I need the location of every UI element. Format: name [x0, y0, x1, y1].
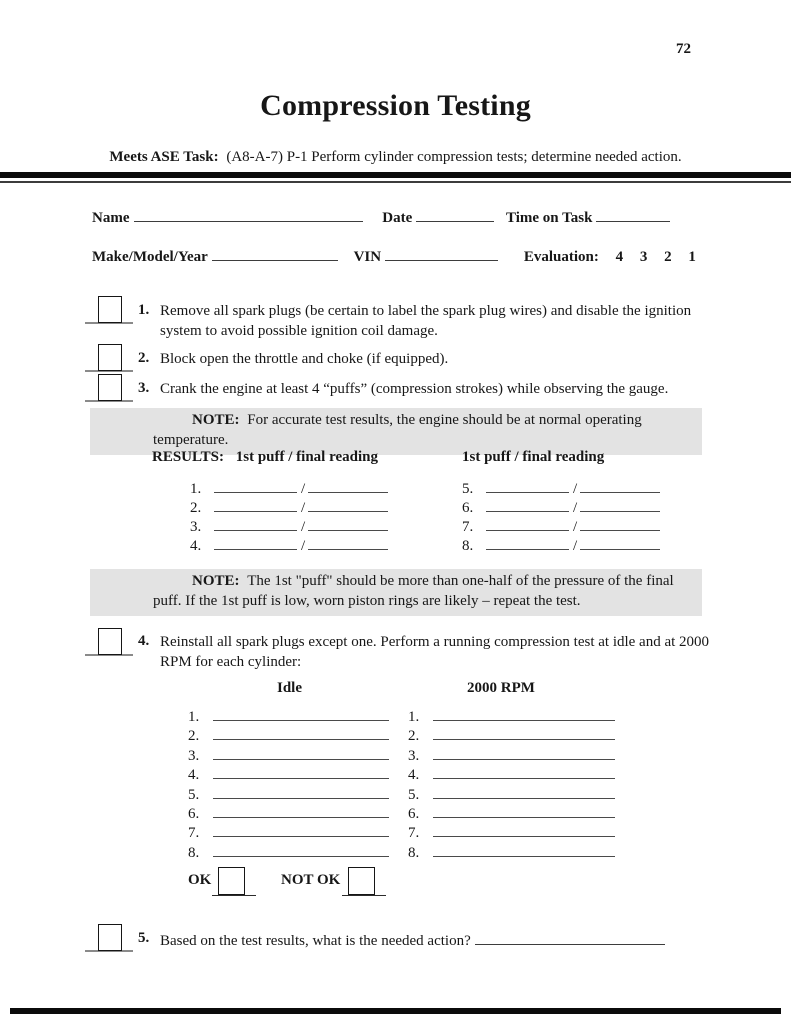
checkbox-square	[348, 867, 375, 895]
final-reading-field[interactable]	[308, 516, 388, 531]
ase-task-label: Meets ASE Task:	[109, 149, 219, 165]
puff-row	[190, 497, 388, 516]
name-label: Name	[92, 210, 130, 226]
idle-row	[188, 745, 389, 764]
row-number: 4.	[190, 538, 202, 554]
row-number: 5.	[408, 786, 420, 803]
row-number: 6.	[188, 805, 200, 822]
row-number: 1.	[188, 709, 200, 725]
name-date-row	[92, 207, 670, 227]
note-2-text: The 1st "puff" should be more than one-half of the pressure of the final puff. If the 1st puff is low, worn piston rings are likely – repeat the test.	[153, 573, 674, 609]
idle-reading-field[interactable]	[213, 784, 389, 799]
slash: /	[573, 519, 578, 535]
time-on-task-field[interactable]	[596, 207, 670, 222]
row-number: 5.	[188, 786, 200, 803]
rpm-row	[408, 822, 615, 841]
vin-label: VIN	[353, 249, 382, 265]
checkbox-square	[98, 374, 122, 401]
final-reading-field[interactable]	[580, 516, 660, 531]
time-on-task-label: Time on Task	[506, 210, 593, 226]
final-reading-field[interactable]	[580, 478, 660, 493]
idle-column-header: Idle	[277, 680, 303, 696]
make-model-year-label: Make/Model/Year	[92, 249, 208, 265]
rpm-reading-field[interactable]	[433, 842, 615, 857]
slash: /	[301, 538, 306, 554]
slash: /	[573, 500, 578, 516]
rpm-row	[408, 784, 615, 803]
vin-field[interactable]	[385, 246, 498, 261]
step-5-checkbox[interactable]	[85, 922, 133, 952]
rpm-row	[408, 842, 615, 861]
final-reading-field[interactable]	[308, 497, 388, 512]
results-header-right: 1st puff / final reading	[462, 449, 605, 465]
ok-label: OK	[188, 872, 212, 888]
checkbox-square	[98, 628, 122, 655]
rpm-reading-field[interactable]	[433, 822, 615, 837]
row-number: 4.	[408, 767, 420, 784]
vehicle-row	[92, 246, 696, 266]
make-model-year-field[interactable]	[212, 246, 338, 261]
rpm-reading-field[interactable]	[433, 725, 615, 740]
row-number: 7.	[408, 825, 420, 842]
slash: /	[573, 538, 578, 554]
row-number: 3.	[190, 519, 202, 535]
puff-row	[190, 478, 388, 497]
step-5-number: 5.	[138, 930, 150, 946]
row-number: 7.	[462, 519, 474, 535]
checkbox-square	[218, 867, 245, 895]
ase-task-line	[0, 149, 791, 166]
row-number: 3.	[408, 747, 420, 764]
row-number: 2.	[408, 728, 420, 745]
ase-task-text: (A8-A-7) P-1 Perform cylinder compression tests; determine needed action.	[226, 149, 682, 165]
evaluation-score-1[interactable]: 1	[688, 249, 696, 265]
puff-row	[462, 516, 660, 535]
rpm-column-header: 2000 RPM	[467, 680, 535, 696]
first-puff-field[interactable]	[486, 497, 569, 512]
footer-rule	[10, 1008, 781, 1014]
row-number: 3.	[188, 747, 200, 764]
ok-checkbox[interactable]	[212, 866, 256, 896]
step-2-number: 2.	[138, 350, 150, 366]
idle-reading-field[interactable]	[213, 745, 389, 760]
row-number: 5.	[462, 481, 474, 497]
row-number: 2.	[188, 728, 200, 745]
rpm-row	[408, 725, 615, 744]
evaluation-score-4[interactable]: 4	[615, 249, 624, 265]
first-puff-field[interactable]	[214, 478, 297, 493]
header-rule-thin	[0, 181, 791, 183]
final-reading-field[interactable]	[308, 535, 388, 550]
step-1-number: 1.	[138, 302, 150, 318]
rpm-row	[408, 803, 615, 822]
idle-row	[188, 842, 389, 861]
slash: /	[301, 519, 306, 535]
not-ok-label: NOT OK	[281, 872, 341, 888]
rpm-reading-field[interactable]	[433, 803, 615, 818]
step-4-number: 4.	[138, 633, 150, 649]
note-box-1	[90, 408, 702, 455]
step-4-text: Reinstall all spark plugs except one. Perform a running compression test at idle and at 2000 RPM for each cylinder:	[160, 634, 710, 670]
slash: /	[301, 481, 306, 497]
idle-row	[188, 784, 389, 803]
rpm-reading-field[interactable]	[433, 764, 615, 779]
idle-row	[188, 822, 389, 841]
first-puff-field[interactable]	[214, 497, 297, 512]
step-2-text: Block open the throttle and choke (if equipped).	[160, 351, 449, 367]
step-3-number: 3.	[138, 380, 150, 396]
needed-action-field[interactable]	[475, 930, 665, 945]
first-puff-field[interactable]	[214, 516, 297, 531]
row-number: 4.	[188, 767, 200, 784]
idle-reading-field[interactable]	[213, 803, 389, 818]
checkbox-square	[98, 296, 122, 323]
idle-reading-field[interactable]	[213, 725, 389, 740]
idle-reading-field[interactable]	[213, 842, 389, 857]
header-rule	[0, 172, 791, 178]
row-number: 8.	[408, 844, 420, 861]
final-reading-field[interactable]	[580, 535, 660, 550]
step-5-row	[160, 930, 760, 952]
running-test-rpm-column	[408, 706, 615, 861]
puff-results-left	[190, 478, 388, 554]
row-number: 1.	[408, 709, 420, 725]
note-2-label: NOTE:	[192, 573, 240, 589]
step-4-checkbox[interactable]	[85, 626, 133, 656]
rpm-reading-field[interactable]	[433, 745, 615, 760]
row-number: 6.	[462, 500, 474, 516]
idle-reading-field[interactable]	[213, 706, 389, 721]
note-1-label: NOTE:	[192, 412, 240, 428]
step-3-text: Crank the engine at least 4 “puffs” (compression strokes) while observing the gauge.	[160, 381, 669, 397]
checkbox-square	[98, 924, 122, 951]
first-puff-field[interactable]	[214, 535, 297, 550]
first-puff-field[interactable]	[486, 478, 569, 493]
idle-row	[188, 803, 389, 822]
evaluation-score-2[interactable]: 2	[664, 249, 672, 265]
checkbox-square	[98, 344, 122, 371]
slash: /	[301, 500, 306, 516]
rpm-row	[408, 706, 615, 725]
step-5-text: Based on the test results, what is the needed action?	[160, 933, 471, 949]
not-ok-checkbox[interactable]	[342, 866, 386, 896]
results-columns-label-left: 1st puff / final reading	[235, 449, 378, 465]
idle-reading-field[interactable]	[213, 764, 389, 779]
note-box-2	[90, 569, 702, 616]
note-1-text: For accurate test results, the engine should be at normal operating temperature.	[153, 412, 642, 448]
final-reading-field[interactable]	[580, 497, 660, 512]
step-1-checkbox[interactable]	[85, 294, 133, 324]
evaluation-label: Evaluation:	[523, 249, 599, 265]
row-number: 1.	[190, 481, 202, 497]
puff-row	[190, 516, 388, 535]
row-number: 8.	[188, 844, 200, 861]
first-puff-field[interactable]	[486, 516, 569, 531]
idle-row	[188, 764, 389, 783]
idle-reading-field[interactable]	[213, 822, 389, 837]
page-number: 72	[676, 41, 691, 57]
rpm-reading-field[interactable]	[433, 706, 615, 721]
date-label: Date	[382, 210, 413, 226]
results-header-left	[152, 449, 378, 466]
row-number: 6.	[408, 805, 420, 822]
step-1-text: Remove all spark plugs (be certain to label the spark plug wires) and disable the ignition system to avoid possible ignition coil damage.	[160, 303, 692, 339]
row-number: 8.	[462, 538, 474, 554]
slash: /	[573, 481, 578, 497]
step-3-checkbox[interactable]	[85, 372, 133, 402]
running-test-idle-column	[188, 706, 389, 861]
row-number: 2.	[190, 500, 202, 516]
name-field[interactable]	[134, 207, 363, 222]
puff-results-right	[462, 478, 660, 554]
idle-row	[188, 706, 389, 725]
first-puff-field[interactable]	[486, 535, 569, 550]
page-title: Compression Testing	[260, 89, 531, 122]
results-label: RESULTS:	[152, 449, 224, 465]
rpm-reading-field[interactable]	[433, 784, 615, 799]
puff-row	[462, 535, 660, 554]
puff-row	[190, 535, 388, 554]
puff-row	[462, 497, 660, 516]
final-reading-field[interactable]	[308, 478, 388, 493]
rpm-row	[408, 745, 615, 764]
rpm-row	[408, 764, 615, 783]
step-2-checkbox[interactable]	[85, 342, 133, 372]
evaluation-score-3[interactable]: 3	[639, 249, 648, 265]
idle-row	[188, 725, 389, 744]
row-number: 7.	[188, 825, 200, 842]
puff-row	[462, 478, 660, 497]
date-field[interactable]	[416, 207, 494, 222]
